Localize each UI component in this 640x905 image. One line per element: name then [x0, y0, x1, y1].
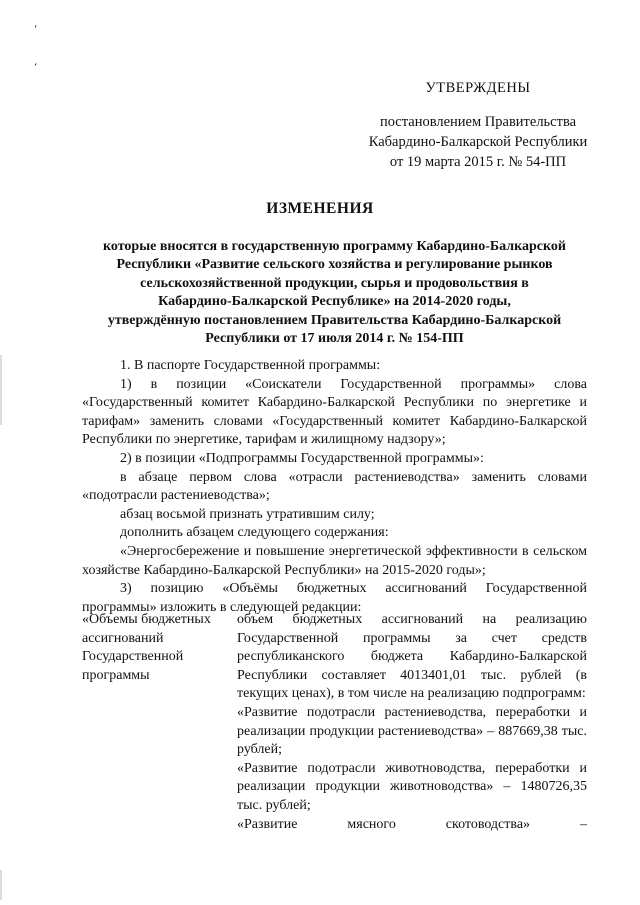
body-paragraph: «Энергосбережение и повышение энергетической эффективности в сельском хозяйстве Кабардино-Балкарской Республики» на 2015-2020 годы»;: [82, 543, 587, 578]
table-paragraph: «Развитие подотрасли растениеводства, переработки и реализации продукции растениеводства» – 887669,38 тыс. рублей;: [237, 704, 587, 758]
approval-line: постановлением Правительства: [379, 114, 577, 130]
table-paragraph: «Развитие мясного скотоводства» –: [237, 816, 587, 832]
table-right-cell: [237, 611, 587, 834]
body-paragraph: 3) позицию «Объёмы бюджетных ассигнований Государственной программы» изложить в следующей редакции:: [82, 581, 587, 615]
table-paragraph: «Развитие подотрасли животноводства, переработки и реализации продукции животноводства» – 1480726,35 тыс. рублей;: [237, 760, 587, 813]
scan-edge-line: [0, 355, 2, 425]
body-paragraph: в абзаце первом слова «отрасли растениеводства» заменить словами «подотрасли растениеводства»;: [82, 469, 587, 504]
subtitle-line: утверждённую постановлением Правительства Кабардино-Балкарской: [107, 312, 562, 328]
body-paragraph: дополнить абзацем следующего содержания:: [120, 525, 389, 541]
subtitle-line: Кабардино-Балкарской Республике» на 2014-2020 годы,: [158, 294, 511, 310]
subtitle-line: которые вносятся в государственную программу Кабардино-Балкарской: [103, 239, 566, 254]
margin-mark: ‘: [34, 62, 38, 73]
approval-line: от 19 марта 2015 г. № 54-ПП: [389, 154, 567, 170]
document-title: ИЗМЕНЕНИЯ: [266, 200, 374, 217]
body-paragraph: 1) в позиции «Соискатели Государственной программы» слова «Государственный комитет Кабардино-Балкарской Республики по энергетике и тарифам» заменить словами «Государственный комитет Кабардино-Балкарской Республики по энергетике, тарифам и жилищному надзору»;: [82, 376, 587, 448]
scan-edge-line: [0, 870, 2, 900]
table-paragraph: объем бюджетных ассигнований на реализацию Государственной программы за счет средств республиканского бюджета Кабардино-Балкарской Республики составляет 4013401,01 тыс. рублей (в текущих ценах), в том числе на реализацию подпрограмм:: [237, 612, 587, 702]
body-paragraph: абзац восьмой признать утратившим силу;: [120, 506, 375, 522]
approval-line: Кабардино-Балкарской Республики: [368, 134, 588, 150]
table-left-cell: «Объемы бюджетных ассигнований Государственной программы: [82, 612, 211, 683]
body-paragraph: 1. В паспорте Государственной программы:: [120, 358, 381, 373]
subtitle-line: сельскохозяйственной продукции, сырья и продовольствия в: [140, 275, 529, 291]
margin-mark: ‘: [34, 24, 38, 35]
approval-block: [348, 78, 608, 172]
body-paragraph: 2) в позиции «Подпрограммы Государственной программы»:: [120, 450, 484, 466]
subtitle-line: Республики «Развитие сельского хозяйства и регулирование рынков: [116, 257, 553, 273]
subtitle-line: Республики от 17 июля 2014 г. № 154-ПП: [205, 331, 464, 347]
approval-heading: УТВЕРЖДЕНЫ: [425, 80, 531, 96]
document-body: [82, 357, 587, 617]
budget-table: [82, 611, 587, 834]
document-subtitle: [82, 238, 587, 348]
